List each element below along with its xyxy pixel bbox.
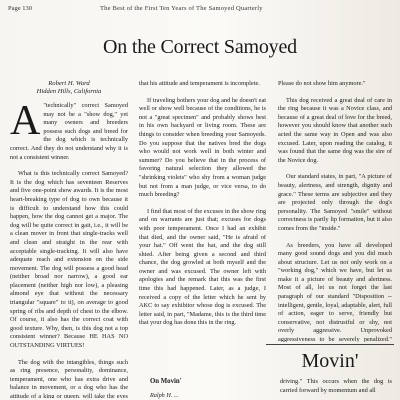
next-article-snippet: driving." This occurs when the dog is carried forward by momentum and all (280, 378, 392, 394)
next-article-author: Ralph H. ... (150, 392, 179, 399)
emphasis-text: HE HAS NO OUTSTANDING VIRTUES! (10, 333, 128, 350)
next-article-subheading: On Movin' (150, 378, 182, 385)
next-article-title: Movin' (301, 350, 359, 372)
paragraph-text: What is this technically correct Samoyed? It is the dog which has seventeen Reserves and five one-point show awards. It is the most heart-breaking type of dog to own because it is difficult to understand how this could happen, how the dog cannot get a major. The dog will be quite correct in gait, i.e., it will be a clean mover in front that single-tracks well and clean and straight in the rear with acceptable single-tracking. It will also have adequate reach and extension on the side movement. The dog will possess a good head (neither broad nor narrow), a good ear placement (neither high nor low), a pleasing almond eye that without the necessary triangular "square" to it), on average to good spring of ribs and depth of chest to the elbow. Of course, it also has the correct coat with good texture. Why, then, is this dog not a top consistent winner? Because (10, 170, 128, 341)
running-head: The Best of the First Ten Years of The Samoyed Quarterly (100, 5, 263, 12)
author-location: Hidden Hills, California (36, 88, 102, 95)
paragraph (10, 170, 128, 350)
paragraph: As breeders, you have all developed many good sound dogs and you did much about structure. Let us not only work on a "working dog," which we have, but let us make it a picture of beauty and alertness. Most of all, let us not forget the last paragraph of our standard "Disposition -- intelligent, gentle, loyal, adaptable, alert, full of action, eager to serve, friendly but conservative, not distrustful or shy, not overly aggressive. Unprovoked aggressiveness to be severely penalized." (278, 241, 392, 342)
article-column-2 (139, 80, 266, 343)
section-divider (266, 344, 394, 345)
paragraph (10, 98, 128, 162)
author-name: Robert H. Ward (48, 80, 90, 87)
article-column-1 (10, 80, 128, 398)
paragraph-text: "technically" correct Samoyed may not be a "show dog," yet many owners and breeders possess such dogs and breed for the dog which is technically correct. And they do not understand why it is not a consistent winner. (10, 102, 128, 161)
paragraph: Please do not show him anymore." (278, 80, 366, 87)
page-number: Page 130 (8, 5, 33, 12)
paragraph: that his attitude and temperament is incomplete. (139, 80, 260, 87)
paragraph: Our standard states, in part, "A picture of beauty, alertness, and strength, dignity and grace." These terms are subjective and they are projected only through the dog's personality. The Samoyed "smile" without correctness is partly lip formation, but it also comes from the "inside." (278, 173, 392, 232)
byline (10, 80, 128, 96)
drop-cap: A (10, 98, 41, 144)
paragraph: This dog received a great deal of care in the ring because it was a Novice class, and because of a great deal of love for the breed, however you should know that another such acted the same way in Open and was also excused. Later, upon reading the catalog, it was found that the same dog was the sire of the Novice dog. (278, 96, 392, 164)
article-column-3 (278, 80, 392, 342)
paragraph: I find that most of the excuses in the show ring and on warrants are just that; excuses for dogs with poor temperament. Once I had an exhibit that died, and the owner said, "He is afraid of your hat." Off went the hat, and the dog still shied. After being given a second and third chance, the dog growled at both myself and the owner and was excused. The owner left with apologies and the remark that this was the first time this had happened. Later, as a judge, I received a copy of the letter which he sent by AKC to say exhibitor whose dog is excused. The letter said, in part, "Madame, this is the third time that your dog has done this in the ring. (139, 207, 266, 327)
article-title: On the Correct Samoyed (103, 36, 297, 58)
paragraph: If traveling bothers your dog and he doesn't eat well or show well because of the conditions, he is not a "great specimen" and probably shows best in his own backyard or living room. These are things to consider when breeding your Samoyeds. Do you suppose that the natives bred the dogs who would not work well in both winter and summer? Do you believe that in the process of favoring natural selection they allowed the "shrinking violets" who shy from a woman judge but not from a man judge, or vice versa, to do much breeding? (139, 96, 266, 199)
paragraph: The dog with the intangibles, things such as ring presence, personality, dominance, temperament, one who has extra drive and balance in movement, or a dog who has the attitude of a king or queen, will take the eyes (10, 358, 128, 398)
